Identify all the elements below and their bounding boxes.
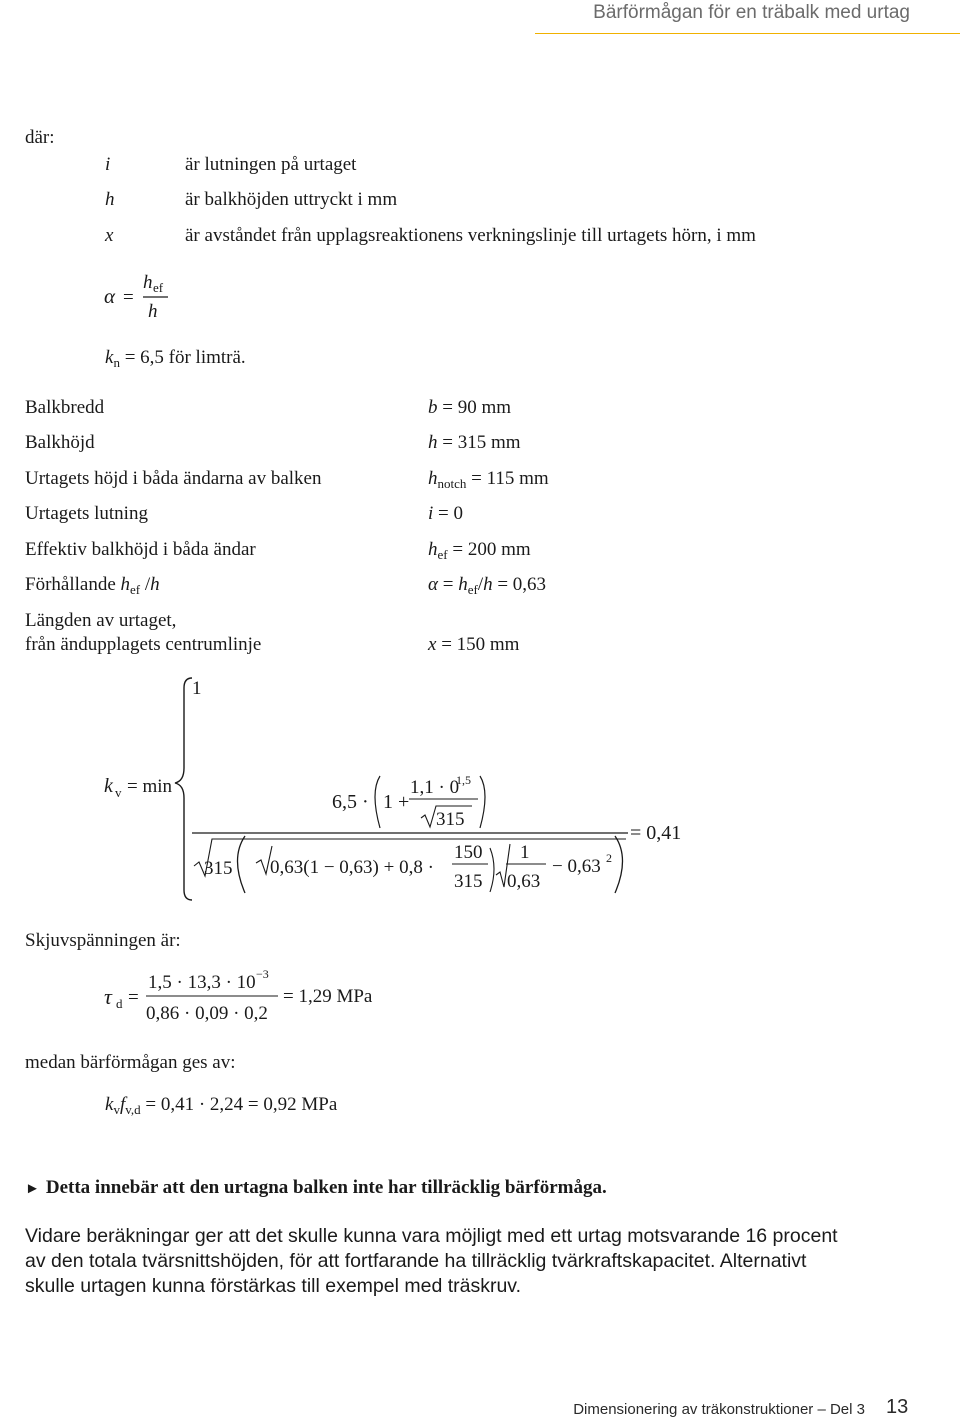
kv-subscript: v	[115, 785, 122, 800]
running-header: Bärförmågan för en träbalk med urtag	[593, 2, 910, 23]
shear-denominator: 0,86 · 0,09 · 0,2	[146, 1003, 268, 1024]
capacity-intro: medan bärförmågan ges av:	[25, 1052, 236, 1073]
shear-formula	[100, 962, 420, 1028]
param-value-effective-height: $h_{ef} = 200$ mm	[428, 539, 531, 562]
param-label-notch-length-line2: från ändupplagets centrumlinje	[25, 634, 262, 655]
frac2-numerator: 1	[520, 842, 530, 863]
shear-equals: =	[128, 987, 139, 1008]
param-label-ratio: Förhållande $h_{ef}$ /h	[25, 574, 160, 597]
capacity-formula: $k_vf_{v,d} = 0,41 \cdot 2,24 = 0,92$ MPa	[105, 1094, 338, 1117]
big-paren-left	[238, 836, 246, 893]
triangle-bullet-icon: ►	[25, 1181, 40, 1197]
denominator-h: h	[148, 301, 158, 322]
frac2-denominator: 0,63	[507, 871, 541, 892]
kv-eq-min: = min	[127, 776, 173, 797]
tau-subscript: d	[116, 996, 123, 1011]
shear-numerator-exponent: −3	[256, 967, 269, 981]
header-rule	[535, 33, 960, 34]
shear-result: = 1,29 MPa	[283, 986, 373, 1007]
param-label-notch-length-line1: Längden av urtaget,	[25, 610, 177, 631]
footer-title: Dimensionering av träkonstruktioner – Del 3	[573, 1401, 865, 1418]
kn-line	[105, 347, 246, 371]
definition-text: är lutningen på urtaget	[185, 154, 357, 175]
kv-result: = 0,41	[630, 822, 682, 844]
paren-mid	[490, 848, 494, 892]
param-label-slope: Urtagets lutning	[25, 503, 148, 524]
numerator-exponent: 1,5	[456, 773, 471, 787]
numerator-subscript: ef	[153, 280, 164, 295]
paren-left	[375, 776, 380, 828]
equals-sign: =	[123, 287, 134, 308]
page-number: 13	[886, 1396, 909, 1418]
definitions-intro: där:	[25, 127, 55, 148]
shear-numerator: 1,5 · 13,3 · 10	[148, 972, 256, 993]
param-label-effective-height: Effektiv balkhöjd i båda ändar	[25, 539, 256, 560]
numerator-one-plus: 1 +	[383, 791, 410, 813]
paren-right	[480, 776, 485, 828]
alpha-formula	[100, 262, 220, 332]
numerator-h: h	[143, 272, 153, 293]
param-value-notch-height: $h_{notch} = 115$ mm	[428, 468, 549, 491]
denominator-sqrt-315: 315	[204, 858, 233, 879]
conclusion-text: Detta innebär att den urtagna balken inte har tillräcklig bärförmåga.	[45, 1177, 607, 1198]
param-value-notch-length: x = 150 mm	[428, 634, 520, 655]
min-brace	[175, 678, 192, 900]
param-value-height: h = 315 mm	[428, 432, 521, 453]
param-label-width: Balkbredd	[25, 397, 105, 418]
shear-intro: Skjuvspänningen är:	[25, 930, 181, 951]
param-value-slope: i = 0	[428, 503, 463, 524]
frac1-denominator: 315	[454, 871, 483, 892]
min-option-one: 1	[192, 678, 202, 699]
definition-text: är balkhöjden uttryckt i mm	[185, 189, 398, 210]
param-value-width: b = 90 mm	[428, 397, 512, 418]
kv-symbol: k	[104, 775, 113, 797]
kn-symbol: k	[105, 347, 114, 368]
definition-symbol: h	[105, 189, 115, 210]
numerator-sqrt-radicand: 315	[436, 809, 465, 830]
kv-formula	[100, 668, 720, 908]
param-label-notch-height: Urtagets höjd i båda ändarna av balken	[25, 468, 322, 489]
param-label-height: Balkhöjd	[25, 432, 95, 453]
param-value-ratio: $\alpha = h_{ef}/h = 0,63$	[428, 574, 547, 597]
numerator-coefficient: 6,5 ·	[332, 791, 369, 813]
frac1-numerator: 150	[454, 842, 483, 863]
kn-subscript: n	[113, 355, 120, 370]
definition-text: är avståndet från upplagsreaktionens verkningslinje till urtagets hörn, i mm	[185, 225, 756, 246]
denominator-exponent: 2	[606, 851, 612, 865]
denominator-minus: − 0,63	[552, 856, 601, 877]
definition-symbol: x	[105, 225, 114, 246]
definition-symbol: i	[105, 154, 111, 175]
big-paren-right	[615, 836, 623, 893]
denominator-part1: 0,63(1 − 0,63) + 0,8 ·	[270, 857, 434, 878]
closing-paragraph: Vidare beräkningar ger att det skulle kunna vara möjligt med ett urtag motsvarande 16 procent av den totala tvärsnittshöjden, för att fortfarande ha tillräcklig tvärkraftskapacitet. Alternativt skulle urtagen kunna förstärkas till exempel med träskruv.	[25, 1225, 838, 1297]
numerator-inner-num: 1,1 · 0	[410, 777, 460, 798]
conclusion	[25, 1177, 607, 1199]
alpha-symbol: α	[104, 284, 116, 308]
kn-rest: = 6,5 för limträ.	[119, 347, 246, 368]
tau-symbol: τ	[104, 984, 112, 1009]
